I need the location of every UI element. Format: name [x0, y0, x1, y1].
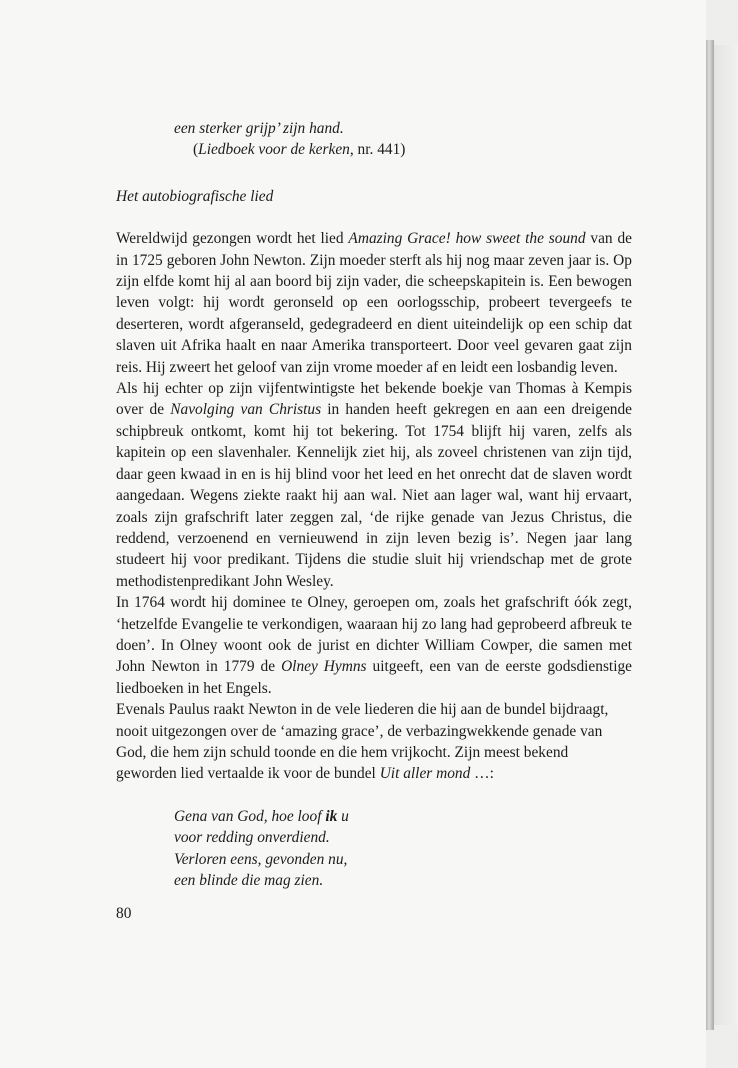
paragraph-1: Wereldwijd gezongen wordt het lied Amazing Grace! how sweet the sound van de in 1725 geboren John Newton. Zijn moeder sterft als hij nog maar zeven jaar is. Op zijn elfde komt hij al aan boord bij zijn vader, die scheepskapitein is. Een bewogen leven volgt: hij wordt geronseld op een oorlogsschip, probeert tevergeefs te deserteren, wordt afgeranseld, gedegradeerd en dient uiteindelijk op een schip dat slaven uit Afrika haalt en naar Amerika transporteert. Door veel gevaren gaat zijn reis. Hij zweert het geloof van zijn vrome moeder af en leidt een losbandig leven. [116, 230, 632, 376]
page-edge [714, 45, 738, 1025]
poem-stanza [174, 806, 632, 892]
epigraph [174, 118, 632, 161]
section-heading: Het autobiografische lied [116, 187, 274, 205]
page-content [116, 118, 632, 891]
paragraph-2: Als hij echter op zijn vijfentwintigste het bekende boekje van Thomas à Kempis over de Navolging van Christus in handen heeft gekregen en aan een dreigende schipbreuk ontkomt, komt hij tot bekering. Tot 1754 blijft hij varen, zelfs als kapitein op een slavenhaler. Kennelijk ziet hij, als zoveel christenen van zijn tijd, daar geen kwaad in en is hij blind voor het leed en het onrecht dat de slaven wordt aangedaan. Wegens ziekte raakt hij aan wal. Niet aan lager wal, want hij ervaart, zoals zijn grafschrift later zeggen zal, ‘de rijke genade van Jezus Christus, die reddend, verzoenend en vernieuwend in zijn leven bezig is’. Negen jaar lang studeert hij voor predikant. Tijdens die studie sluit hij vriendschap met de grote methodistenpredikant John Wesley. [116, 380, 632, 590]
poem-line-1: Gena van God, hoe loof ik u [174, 807, 349, 825]
page-number: 80 [116, 905, 132, 922]
book-spine [706, 40, 714, 1030]
paragraph-3: In 1764 wordt hij dominee te Olney, geroepen om, zoals het grafschrift óók zegt, ‘hetzelfde Evangelie te verkondigen, waaraan hij zo lang had geprobeerd afbreuk te doen’. In Olney woont ook de jurist en dichter William Cowper, die samen met John Newton in 1779 de Olney Hymns uitgeeft, een van de eerste godsdienstige liedboeken in het Engels. [116, 594, 633, 697]
poem-line-2: voor redding onverdiend. [174, 829, 330, 847]
epigraph-source-title: Liedboek voor de kerken [198, 141, 350, 159]
paragraph-4: Evenals Paulus raakt Newton in de vele liederen die hij aan de bundel bijdraagt, nooit uitgezongen over de ‘amazing grace’, de verbazingwekkende genade van God, die hem zijn schuld toonde en die hem vrijkocht. Zijn meest bekend geworden lied vertaalde ik voor de bundel Uit aller mond …: [116, 701, 609, 783]
epigraph-source: (Liedboek voor de kerken, nr. 441) [193, 141, 406, 159]
epigraph-line: een sterker grijp’ zijn hand. [174, 120, 344, 137]
poem-line-3: Verloren eens, gevonden nu, [174, 850, 348, 868]
body-text [116, 228, 632, 785]
poem-line-4: een blinde die mag zien. [174, 872, 324, 889]
